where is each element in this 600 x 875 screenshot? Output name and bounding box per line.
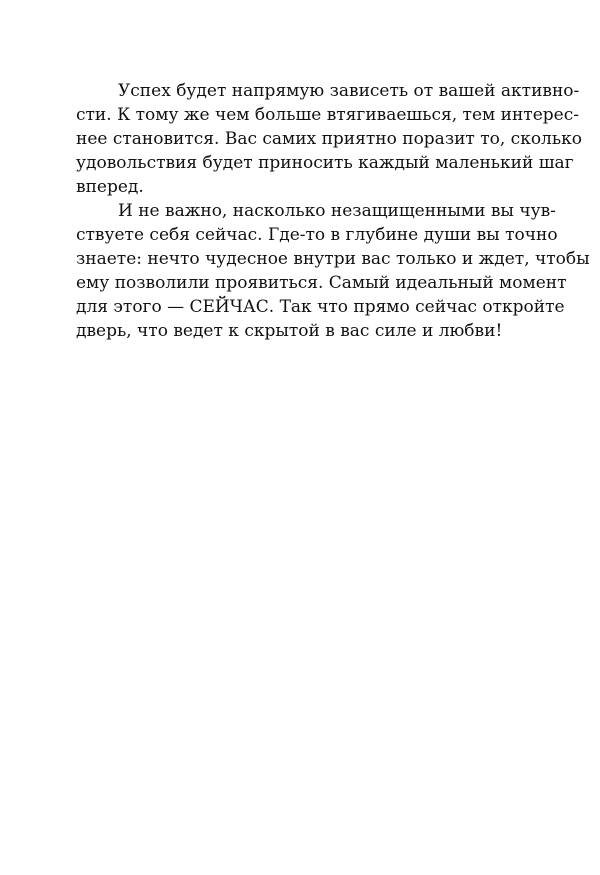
paragraph-1-line-2: сти. К тому же чем больше втягиваешься, тем интерес-: [76, 105, 579, 125]
paragraph-2-line-2: ствуете себя сейчас. Где-то в глубине души вы точно: [76, 225, 558, 245]
paragraph-2-line-1: И не важно, насколько незащищенными вы чув-: [118, 201, 556, 221]
paragraph-1-line-1: Успех будет напрямую зависеть от вашей активно-: [118, 81, 580, 101]
body-text: [76, 79, 590, 343]
paragraph-1-line-4: удовольствия будет приносить каждый маленький шаг: [76, 153, 574, 173]
paragraph-2-line-4: ему позволили проявиться. Самый идеальный момент: [76, 273, 567, 293]
paragraph-2-line-3: знаете: нечто чудесное внутри вас только и ждет, чтобы: [76, 249, 590, 269]
paragraph-2-line-6: дверь, что ведет к скрытой в вас силе и любви!: [76, 321, 503, 341]
paragraph-1-line-5: вперед.: [76, 177, 144, 197]
paragraph-1-line-3: нее становится. Вас самих приятно поразит то, сколько: [76, 129, 582, 149]
paragraph-2-line-5: для этого — СЕЙЧАС. Так что прямо сейчас откройте: [76, 297, 565, 317]
